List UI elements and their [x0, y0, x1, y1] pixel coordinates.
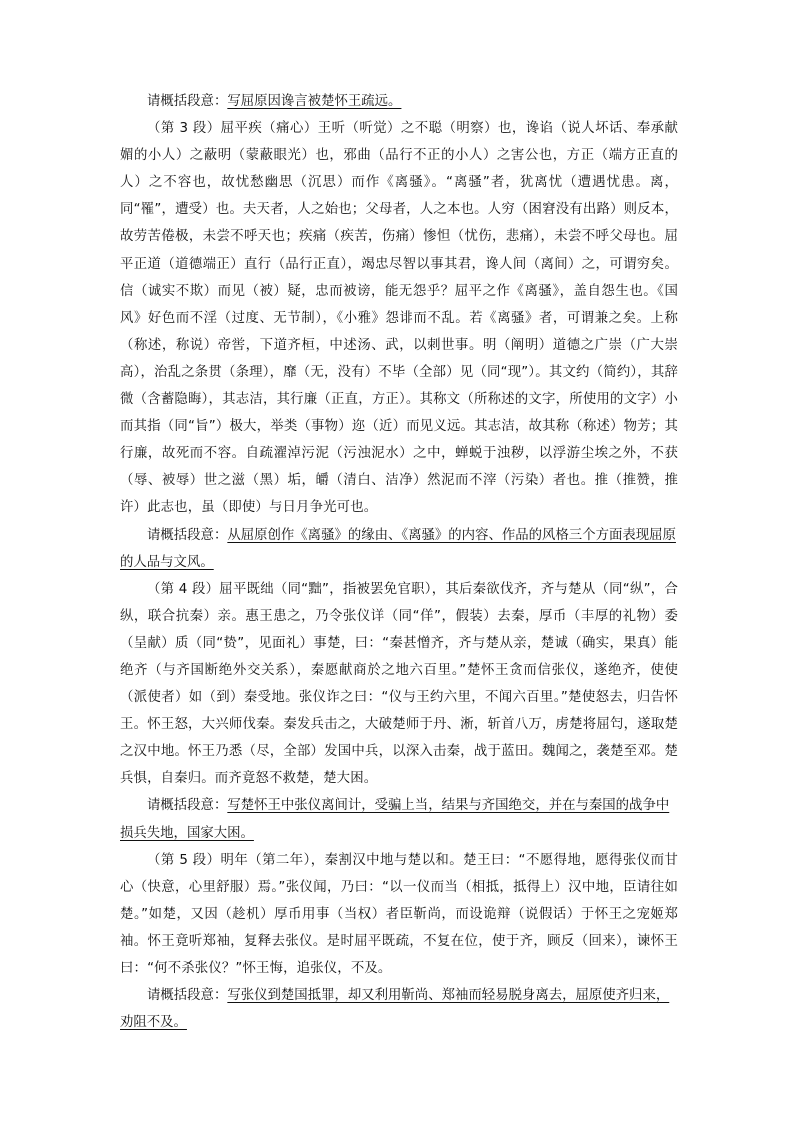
summary-answer: 写楚怀王中张仪离间计，受骗上当，结果与齐国绝交，并在与秦国的战争中损兵失地，国家大困。 [120, 798, 670, 841]
summary-answer: 从屈原创作《离骚》的缘由、《离骚》的内容、作品的风格三个方面表现屈原的人品与文风。 [120, 527, 676, 570]
document-page [120, 88, 678, 1036]
summary-answer: 写张仪到楚国抵罪，却又利用靳尚、郑袖而轻易脱身离去，屈原使齐归来，劝阻不及。 [120, 988, 670, 1031]
summary-1 [120, 88, 678, 115]
summary-prompt: 请概括段意： [147, 527, 228, 543]
summary-2 [120, 522, 678, 576]
summary-prompt: 请概括段意： [147, 798, 228, 814]
paragraph-5: （第 5 段）明年（第二年），秦割汉中地与楚以和。楚王曰：“不愿得地，愿得张仪而甘心（快意，心里舒服）焉。”张仪闻，乃曰：“以一仪而当（相抵，抵得上）汉中地，臣请往如楚。”如楚，又因（趁机）厚币用事（当权）者臣靳尚，而设诡辩（说假话）于怀王之宠姬郑袖。怀王竟听郑袖，复释去张仪。是时屈平既疏，不复在位，使于齐，顾反（回来），谏怀王曰：“何不杀张仪？”怀王悔，追张仪，不及。 [120, 852, 678, 976]
summary-prompt: 请概括段意： [147, 988, 228, 1004]
summary-prompt: 请概括段意： [147, 94, 228, 109]
summary-3 [120, 792, 678, 846]
paragraph-3: （第 3 段）屈平疾（痛心）王听（听觉）之不聪（明察）也，谗谄（说人坏话、奉承献媚的小人）之蔽明（蒙蔽眼光）也，邪曲（品行不正的小人）之害公也，方正（端方正直的人）之不容也，故忧愁幽思（沉思）而作《离骚》。“离骚”者，犹离忧（遭遇忧患。离，同“罹”，遭受）也。夫天者，人之始也；父母者，人之本也。人穷（困窘没有出路）则反本，故劳苦倦极，未尝不呼天也；疾痛（疾苦，伤痛）惨怛（忧伤，悲痛），未尝不呼父母也。屈平正道（道德端正）直行（品行正直），竭忠尽智以事其君，谗人间（离间）之，可谓穷矣。信（诚实不欺）而见（被）疑，忠而被谤，能无怨乎？屈平之作《离骚》，盖自怨生也。《国风》好色而不淫（过度、无节制），《小雅》怨诽而不乱。若《离骚》者，可谓兼之矣。上称（称述，称说）帝喾，下道齐桓，中述汤、武，以刺世事。明（阐明）道德之广崇（广大崇高），治乱之条贯（条理），靡（无，没有）不毕（全部）见（同“现”）。其文约（简约），其辞微（含蓄隐晦），其志洁，其行廉（正直，方正）。其称文（所称述的文字，所使用的文字）小而其指（同“旨”）极大，举类（事物）迩（近）而见义远。其志洁，故其称（称述）物芳；其行廉，故死而不容。自疏濯淖污泥（污浊泥水）之中，蝉蜕于浊秽，以浮游尘埃之外，不获（辱、被辱）世之滋（黑）垢，皭（清白、洁净）然泥而不滓（污染）者也。推（推赞，推许）此志也，虽（即使）与日月争光可也。 [120, 121, 678, 516]
summary-4 [120, 982, 678, 1036]
paragraph-4: （第 4 段）屈平既绌（同“黜”，指被罢免官职），其后秦欲伐齐，齐与楚从（同“纵”，合纵，联合抗秦）亲。惠王患之，乃令张仪详（同“佯”，假装）去秦，厚币（丰厚的礼物）委（呈献）质（同“贽”，见面礼）事楚，曰：“秦甚憎齐，齐与楚从亲，楚诚（确实，果真）能绝齐（与齐国断绝外交关系），秦愿献商於之地六百里。”楚怀王贪而信张仪，遂绝齐，使使（派使者）如（到）秦受地。张仪诈之曰：“仪与王约六里，不闻六百里。”楚使怒去，归告怀王。怀王怒，大兴师伐秦。秦发兵击之，大破楚师于丹、淅，斩首八万，虏楚将屈匄，遂取楚之汉中地。怀王乃悉（尽，全部）发国中兵，以深入击秦，战于蓝田。魏闻之，袭楚至邓。楚兵惧，自秦归。而齐竟怒不救楚，楚大困。 [120, 581, 678, 787]
summary-answer: 写屈原因谗言被楚怀王疏远。 [227, 94, 402, 109]
